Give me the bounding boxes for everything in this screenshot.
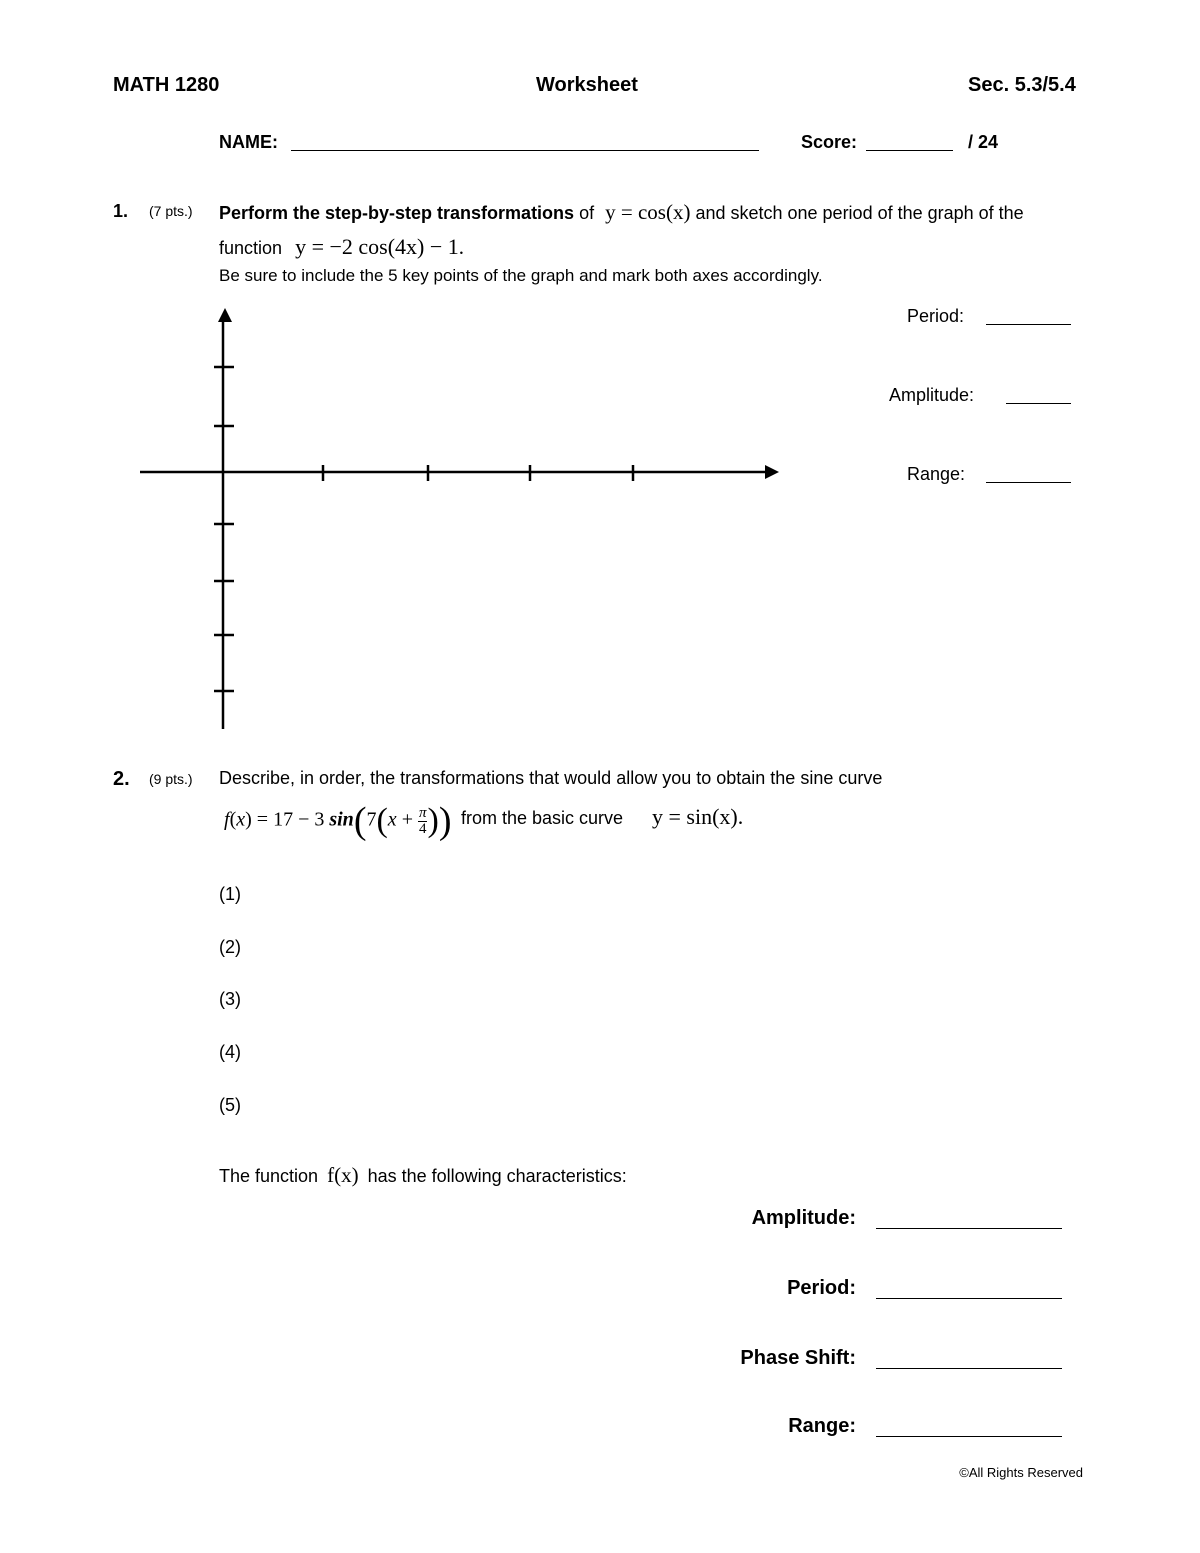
q1-points: (7 pts.) <box>149 203 193 219</box>
q2-phase-shift-label: Phase Shift: <box>740 1347 856 1369</box>
q1-range-label: Range: <box>907 464 966 484</box>
section-label: Sec. 5.3/5.4 <box>968 74 1076 96</box>
q2-phase-shift-field[interactable] <box>876 1368 1062 1369</box>
q1-amplitude-label: Amplitude: <box>889 385 975 405</box>
y-axis-arrow-icon <box>218 308 232 322</box>
copyright-notice: ©All Rights Reserved <box>959 1465 1083 1480</box>
step-4-label: (4) <box>219 1042 241 1062</box>
q1-after-base: and sketch one period of the graph of the <box>695 203 1024 223</box>
step-5-label: (5) <box>219 1095 241 1115</box>
q1-lead: Perform the step-by-step transformations <box>219 203 575 223</box>
q1-lead-rest: of <box>579 203 595 223</box>
q2-basic-curve: y = sin(x). <box>652 804 744 829</box>
q2-function-expr: f(x) = 17 − 3 sin(7(x + $\frac{\pi}{4}$ )) <box>224 800 452 842</box>
q2-points: (9 pts.) <box>149 771 193 787</box>
q1-function-word: function <box>219 238 283 258</box>
q2-period-label: Period: <box>787 1277 856 1299</box>
q1-target-function: y = −2 cos(4x) − 1 <box>295 234 459 259</box>
coordinate-axes[interactable] <box>0 0 1200 760</box>
step-1-label: (1) <box>219 884 241 904</box>
x-axis-arrow-icon <box>765 465 779 479</box>
q2-range-label: Range: <box>788 1415 856 1437</box>
q2-middle-text: from the basic curve <box>461 808 624 828</box>
q2-range-field[interactable] <box>876 1436 1062 1437</box>
score-label: Score: <box>801 132 858 152</box>
step-2-label: (2) <box>219 937 241 957</box>
course-code: MATH 1280 <box>113 74 220 96</box>
score-total: / 24 <box>968 132 999 152</box>
q2-period-field[interactable] <box>876 1298 1062 1299</box>
q2-amplitude-label: Amplitude: <box>751 1207 856 1229</box>
name-label: NAME: <box>219 132 278 152</box>
characteristics-intro: The function f(x) has the following characteristics: <box>219 1163 627 1187</box>
q1-base-function: y = cos(x) <box>605 200 691 224</box>
step-3-label: (3) <box>219 989 241 1009</box>
q2-prompt: Describe, in order, the transformations that would allow you to obtain the sine curve <box>219 768 883 788</box>
q1-period-label: Period: <box>907 306 965 326</box>
characteristics-fx: f(x) <box>327 1163 359 1187</box>
q2-amplitude-field[interactable] <box>876 1228 1062 1229</box>
q2-number: 2. <box>113 768 130 790</box>
worksheet-title: Worksheet <box>536 74 638 96</box>
q1-number: 1. <box>113 201 129 221</box>
q1-instruction: Be sure to include the 5 key points of the graph and mark both axes accordingly. <box>219 266 823 285</box>
